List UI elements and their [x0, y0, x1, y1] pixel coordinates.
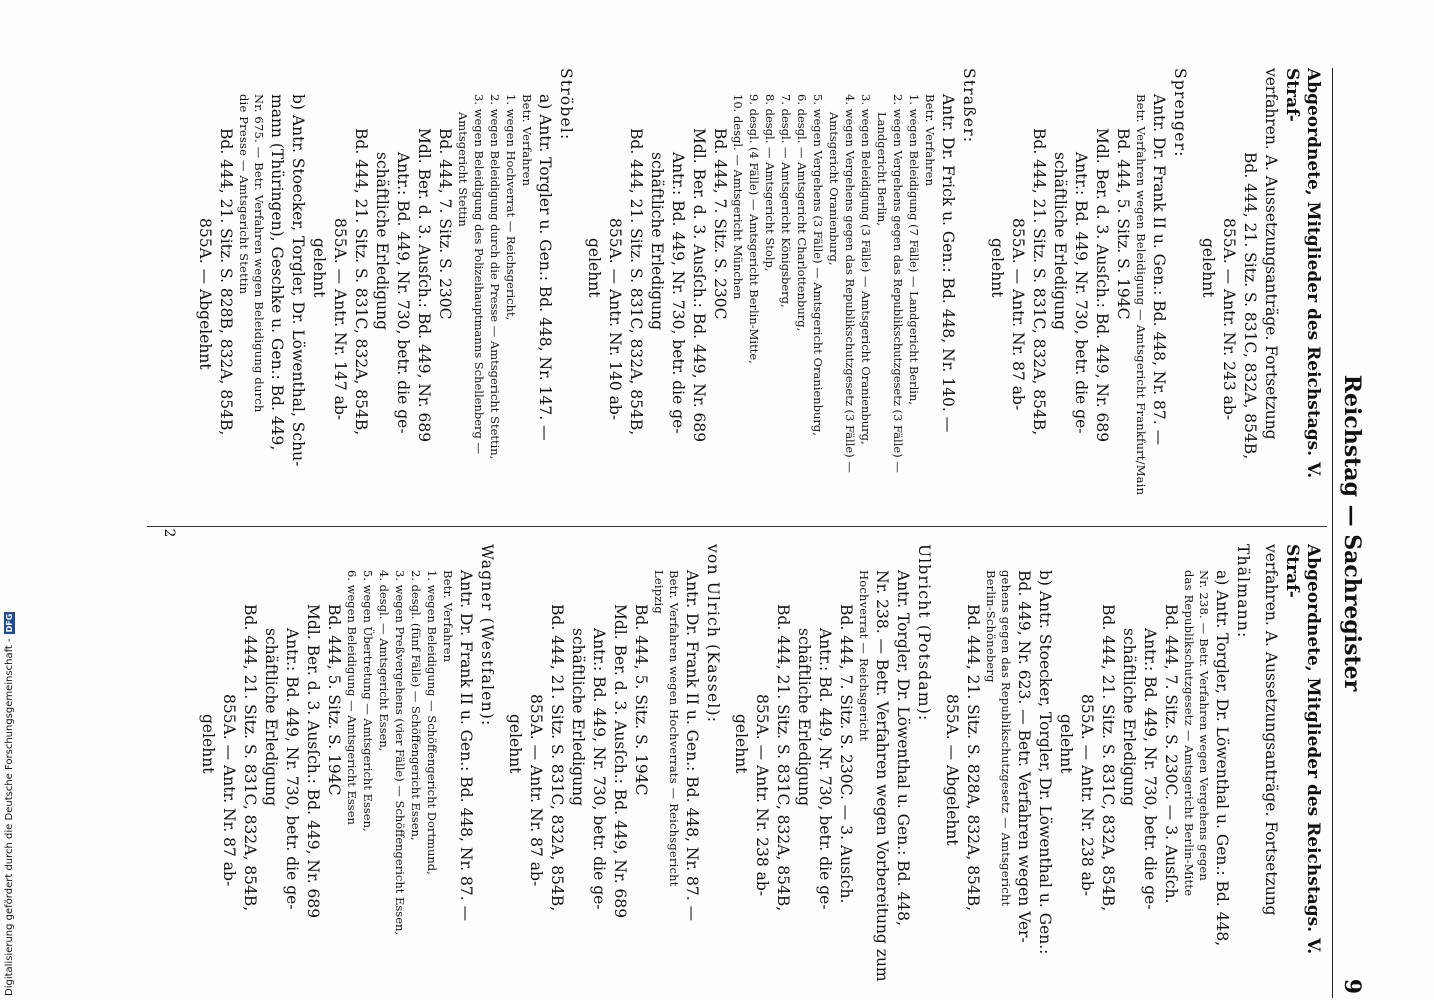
ref-line: 855A. — Antr. Nr. 238 ab- — [1078, 694, 1096, 897]
case-item: 2. wegen Vergehens gegen das Republikschutzgesetz (3 Fälle) — Landgericht Berlin, — [875, 94, 905, 473]
motion-note: Betr. Verfahren — [520, 94, 534, 187]
ref-line: 855A. — Antr. Nr. 238 ab- — [753, 694, 771, 897]
member-name-sprenger: Sprenger: — [1171, 68, 1189, 158]
ref-line: Bd. 444, 5. Sitz. S. 194C — [325, 604, 343, 796]
ref-line: Antr.: Bd. 449, Nr. 730, betr. die ge- — [283, 628, 301, 910]
dfg-logo-icon: DFG — [5, 613, 14, 633]
motion-line: b) Antr. Stoecker, Torgler, Dr. Löwenthal, Schu- — [289, 94, 307, 467]
motion-note: Leipzig — [652, 570, 666, 614]
ref-line: Mdl. Ber. d. 3. Ausſch.: Bd. 449, Nr. 689 — [611, 604, 629, 919]
ref-line: Antr.: Bd. 449, Nr. 730, betr. die ge- — [816, 628, 834, 910]
ref-line: gelehnt — [585, 238, 603, 298]
motion-line: Antr. Dr. Frank II u. Gen.: Bd. 448, Nr. 87. — — [683, 570, 701, 922]
ref-line: schäftliche Erledigung — [648, 152, 666, 331]
motion-note: Betr. Verfahren — [441, 570, 455, 663]
right-column — [143, 544, 1323, 984]
footer-page-number: 2 — [161, 528, 177, 538]
motion-line: a) Antr. Torgler u. Gen.: Bd. 448, Nr. 147. — — [536, 94, 554, 441]
section-heading: Abgeordnete, Mitglieder des Reichstags. V. Straf- — [1282, 68, 1323, 479]
case-item: 4. desgl. — Amtsgericht Essen, — [377, 570, 391, 752]
motion-note: Nr. 238. — Betr. Verfahren wegen Vergehens gegen — [1197, 570, 1211, 881]
case-item: 6. desgl. — Amtsgericht Charlottenburg, — [795, 94, 809, 332]
ref-line: 855A. — Abgelehnt — [943, 694, 961, 846]
ref-line: Mdl. Ber. d. 3. Ausſch.: Bd. 449, Nr. 689 — [690, 128, 708, 443]
ref-line: schäftliche Erledigung — [1120, 628, 1138, 807]
ref-line: gelehnt — [1199, 238, 1217, 298]
ref-line: schäftliche Erledigung — [1051, 152, 1069, 331]
ref-line: 855A. — Antr. Nr. 140 ab- — [606, 218, 624, 421]
ref-line: Antr.: Bd. 449, Nr. 730, betr. die ge- — [394, 152, 412, 434]
ref-line: Bd. 444, 21. Sitz. S. 831C, 832A, 854B, — [1099, 604, 1117, 912]
ref-line: gelehnt — [506, 714, 524, 774]
register-page — [127, 68, 1367, 998]
case-list — [455, 94, 519, 508]
ref-line: Bd. 444, 7. Sitz. S. 230C. — 3. Ausſch. — [837, 604, 855, 904]
ref-line: Antr.: Bd. 449, Nr. 730, betr. die ge- — [1141, 628, 1159, 910]
case-item: 4. wegen Vergehens gegen das Republikschutzgesetz (3 Fälle) — Amtsgericht Oranienburg, — [827, 94, 857, 473]
case-item: 1. wegen Hochverrat — Reichsgericht, — [504, 94, 518, 321]
ref-line: schäftliche Erledigung — [569, 628, 587, 807]
section-heading: Abgeordnete, Mitglieder des Reichstags. V. Straf- — [1282, 544, 1323, 955]
ref-line: Bd. 444, 7. Sitz. S. 230C. — 3. Ausſch. — [1162, 604, 1180, 904]
motion-line: a) Antr. Torgler, Dr. Löwenthal u. Gen.: Bd. 448, — [1213, 570, 1231, 947]
ref-line: 855A. — Antr. Nr. 87 ab- — [220, 694, 238, 887]
ref-line: Bd. 444, 5. Sitz. S. 194C — [632, 604, 650, 796]
digitization-note — [4, 601, 15, 996]
motion-line: mann (Thüringen), Geschke u. Gen.: Bd. 449, — [268, 94, 286, 451]
section-heading-cont: verfahren. A. Aussetzungsanträge. Fortsetzung — [1262, 68, 1280, 440]
case-item: 5. wegen Vergehens (3 Fälle) — Amtsgericht Oranienburg, — [811, 94, 825, 436]
member-name-wagner: Wagner (Westfalen): — [478, 544, 496, 727]
ref-line: Bd. 444, 21. Sitz. S. 828A, 832A, 854B, — [964, 604, 982, 912]
ref-line: gelehnt — [199, 714, 217, 774]
case-item: 3. wegen Preßvergehens (vier Fälle) — Schöffengericht Essen, — [393, 570, 407, 936]
member-name-strasser: Straßer: — [960, 68, 978, 144]
running-head — [1332, 68, 1367, 998]
ref-line: Bd. 444, 21. Sitz. S. 831C, 832A, 854B, — [241, 604, 259, 912]
motion-note: die Presse — Amtsgericht Stettin — [237, 94, 251, 295]
case-item: 1. wegen Beleidigung (7 Fälle) — Landgericht Berlin, — [907, 94, 921, 406]
motion-note: Hochverrat — Reichsgericht — [857, 570, 871, 742]
ref-line: Antr.: Bd. 449, Nr. 730, betr. die ge- — [669, 152, 687, 434]
case-item: 2. wegen Beleidigung durch die Presse — Amtsgericht Stettin, — [488, 94, 502, 460]
ref-line: Mdl. Ber. d. 3. Ausſch.: Bd. 449, Nr. 689 — [304, 604, 322, 919]
case-item: 2. desgl. (fünf Fälle) — Schöffengericht Essen, — [409, 570, 423, 841]
motion-line: Bd. 449, Nr. 623. — Betr. Verfahren wegen Ver- — [1015, 570, 1033, 943]
member-name-ulbricht: Ulbricht (Potsdam): — [915, 544, 933, 722]
ref-line: Bd. 444, 7. Sitz. S. 230C — [436, 128, 454, 320]
motion-line: b) Antr. Stoecker, Torgler, Dr. Löwenthal u. Gen.: — [1036, 570, 1054, 955]
motion-note: das Republikschutzgesetz — Amtsgericht Berlin-Mitte — [1182, 570, 1196, 897]
case-item: 10. desgl. — Amtsgericht München — [731, 94, 745, 300]
ref-line: Antr.: Bd. 449, Nr. 730, betr. die ge- — [1072, 152, 1090, 434]
ref-line: Bd. 444, 21. Sitz. S. 828B, 832A, 854B, — [217, 128, 235, 436]
case-item: 7. desgl. — Amtsgericht Königsberg, — [779, 94, 793, 308]
motion-note: Nr. 675. — Betr. Verfahren wegen Beleidigung durch — [252, 94, 266, 413]
ref-line: Bd. 444, 21. Sitz. S. 831C, 832A, 854B, — [352, 128, 370, 436]
ref-line: Bd. 444, 7. Sitz. S. 230C — [711, 128, 729, 320]
case-item: 8. desgl. — Amtsgericht Stolp, — [763, 94, 777, 272]
ref-line: Bd. 444, 21. Sitz. S. 831C, 832A, 854B, — [774, 604, 792, 912]
case-list — [730, 94, 922, 508]
case-list — [344, 570, 440, 984]
ref-line: 855A. — Antr. Nr. 87 ab- — [527, 694, 545, 887]
case-item: 6. wegen Beleidigung — Amtsgericht Essen — [345, 570, 359, 825]
running-title: Reichstag — Sachregister — [1339, 374, 1365, 692]
page-number: 9 — [1339, 978, 1365, 994]
section-heading-cont: verfahren. A. Aussetzungsanträge. Fortsetzung — [1262, 544, 1280, 916]
case-item: 3. wegen Beleidigung (3 Fälle) — Amtsgericht Oranienburg, — [859, 94, 873, 445]
member-name-thaelmann: Thälmann: — [1234, 544, 1252, 639]
case-item: 3. wegen Beleidigung des Polizeihauptmanns Schellenberg — Amtsgericht Stettin — [456, 94, 486, 455]
motion-note: Betr. Verfahren — [923, 94, 937, 187]
motion-note: Betr. Verfahren wegen Beleidigung — Amtsgericht Frankfurt/Main — [1134, 94, 1148, 496]
case-item: 1. wegen Beleidigung — Schöffengericht Dortmund, — [425, 570, 439, 875]
ref-line: 855A. — Antr. Nr. 243 ab- — [1220, 218, 1238, 421]
ref-line: Bd. 444, 21. Sitz. S. 831C, 832A, 854B, — [548, 604, 566, 912]
digitization-text: Digitalisierung gefördert durch die Deutsche Forschungsgemeinschaft - — [4, 638, 15, 996]
ref-line: Mdl. Ber. d. 3. Ausſch.: Bd. 449, Nr. 689 — [1093, 128, 1111, 443]
column-rule — [147, 526, 1327, 527]
case-item: 5. wegen Übertretung — Amtsgericht Essen, — [361, 570, 375, 832]
ref-line: 855A. — Antr. Nr. 147 ab- — [331, 218, 349, 421]
ref-line: schäftliche Erledigung — [262, 628, 280, 807]
motion-note: gehens gegen das Republikschutzgesetz — Amtsgericht — [999, 570, 1013, 907]
ref-line: 855A. — Abgelehnt — [196, 218, 214, 370]
case-item: 9. desgl. (4 Fälle) — Amtsgericht Berlin-Mitte, — [747, 94, 761, 364]
motion-line: Antr. Dr. Frank II u. Gen.: Bd. 448, Nr. 87. — — [1150, 94, 1168, 446]
motion-note: Betr. Verfahren wegen Hochverrats — Reichsgericht — [667, 570, 681, 887]
ref-line: schäftliche Erledigung — [795, 628, 813, 807]
ref-line: schäftliche Erledigung — [373, 152, 391, 331]
motion-line: Nr. 238. — Betr. Verfahren wegen Vorbereitung zum — [873, 570, 891, 982]
motion-note: Berlin-Schöneberg — [984, 570, 998, 683]
ref-line: gelehnt — [1057, 714, 1075, 774]
ref-line: Bd. 444, 21. Sitz. S. 831C, 832A, 854B, — [1030, 128, 1048, 436]
ref-line: gelehnt — [988, 238, 1006, 298]
member-name-von-ulrich: von Ulrich (Kassel): — [704, 544, 722, 724]
ref-line: Antr.: Bd. 449, Nr. 730, betr. die ge- — [590, 628, 608, 910]
motion-line: Antr. Dr. Frick u. Gen.: Bd. 448, Nr. 140. — — [939, 94, 957, 433]
ref-line: Bd. 444, 21. Sitz. S. 831C, 832A, 854B, — [627, 128, 645, 436]
ref-line: Bd. 444, 21. Sitz. S. 831C, 832A, 854B, — [1241, 152, 1259, 460]
ref-line: 855A. — Antr. Nr. 87 ab- — [1009, 218, 1027, 411]
motion-line: Antr. Torgler, Dr. Löwenthal u. Gen.: Bd. 448, — [894, 570, 912, 926]
ref-line: Mdl. Ber. d. 3. Ausſch.: Bd. 449, Nr. 689 — [415, 128, 433, 443]
left-column — [143, 68, 1323, 508]
ref-line: gelehnt — [732, 714, 750, 774]
ref-line: Bd. 444, 5. Sitz. S. 194C — [1114, 128, 1132, 320]
ref-line: gelehnt — [310, 238, 328, 298]
member-name-stroebel: Ströbel: — [557, 68, 575, 141]
motion-line: Antr. Dr. Frank II u. Gen.: Bd. 448, Nr. 87. — — [457, 570, 475, 922]
